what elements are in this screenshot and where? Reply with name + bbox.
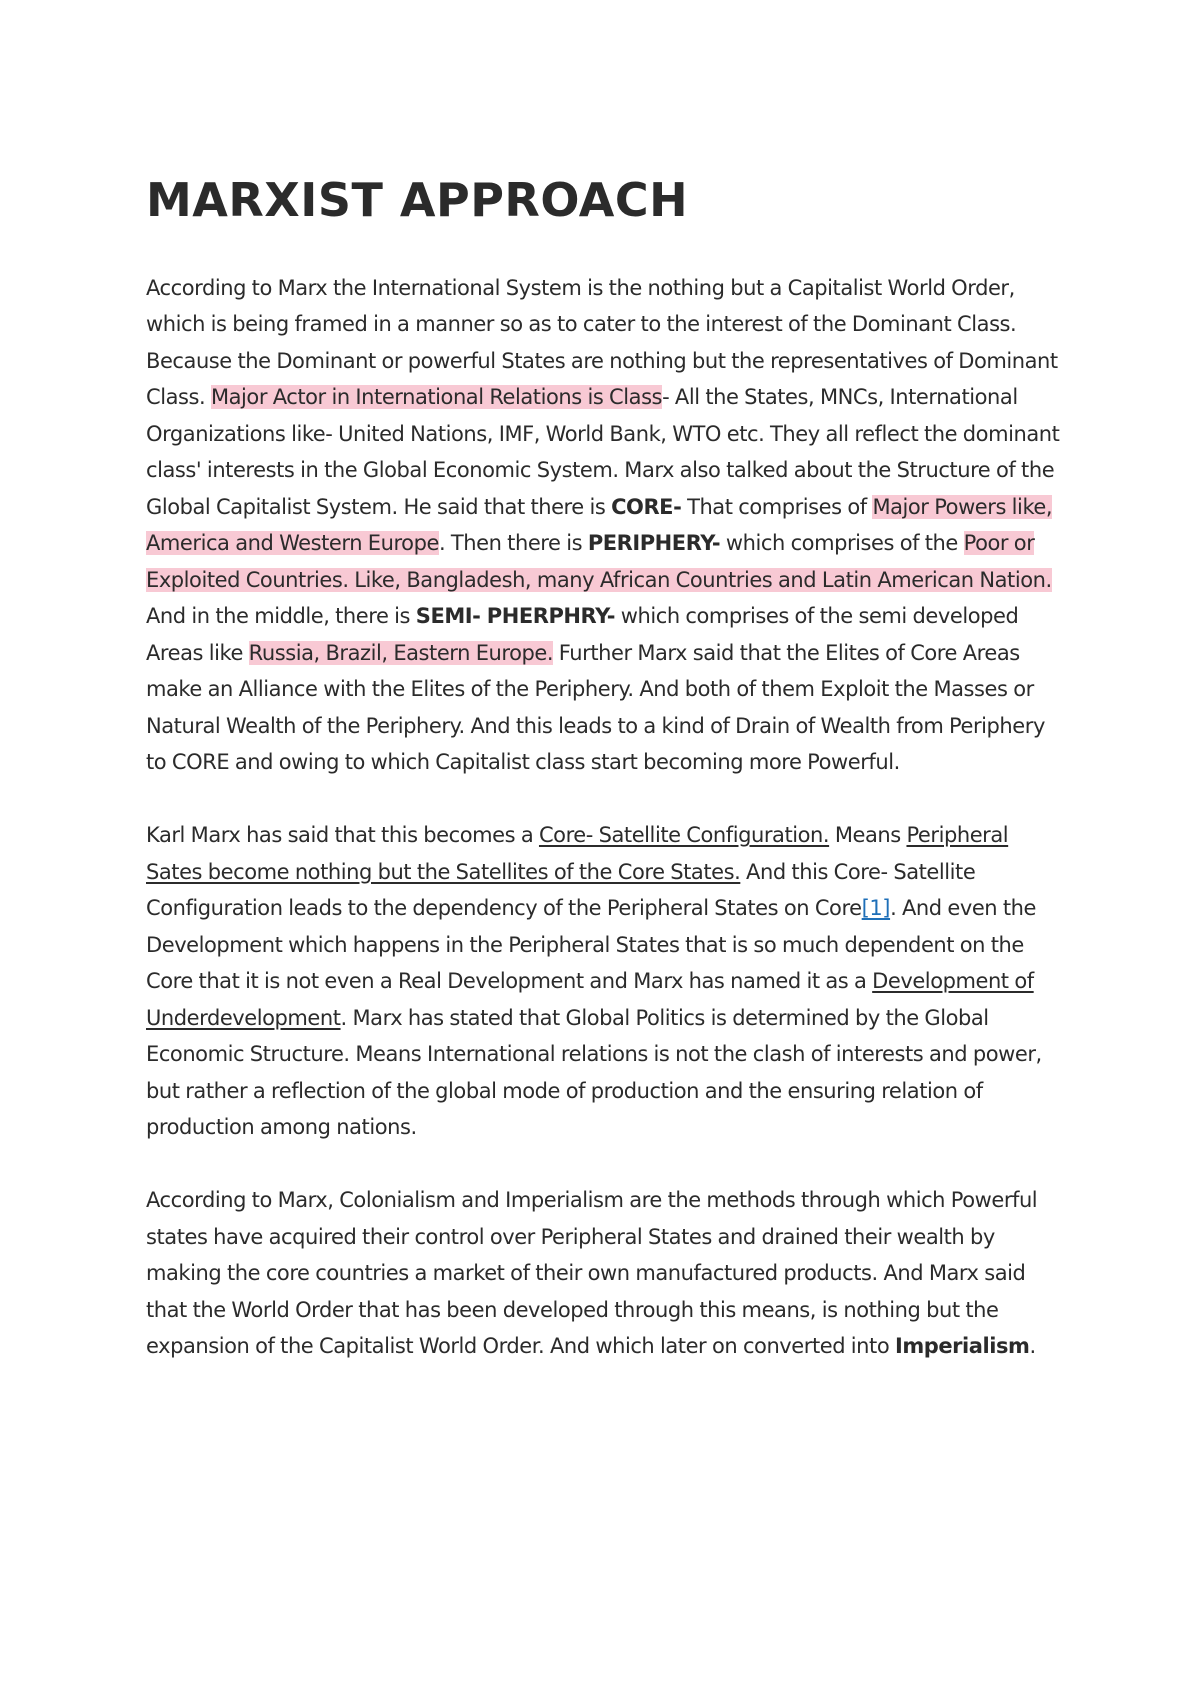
bold-term: Imperialism <box>894 1334 1030 1359</box>
highlighted-text: Major Actor in International Relations is Class <box>210 385 663 410</box>
page-title: MARXIST APPROACH <box>146 173 689 227</box>
underlined-text: Development of Underdevelopment <box>146 969 1034 1030</box>
paragraph-text: And this Core- Satellite Configuration leads to the dependency of the Peripheral States on Core <box>146 859 976 921</box>
paragraph-text: Further Marx said that the Elites of Core Areas make an Alliance with the Elites of the Periphery. And both of them Exploit the Masses or Natural Wealth of the Periphery. And this leads to a kind of Drain of Wealth from Periphery to CORE and owing to which Capitalist class start becoming more Powerful. <box>146 640 1045 775</box>
paragraph <box>146 270 1064 781</box>
bold-term: SEMI- PHERPHRY- <box>415 604 616 629</box>
paragraph-text: which comprises of the <box>720 531 964 556</box>
paragraph-text: That comprises of <box>681 494 873 519</box>
paragraph-text: . <box>1029 1334 1036 1359</box>
underlined-text: Core- Satellite Configuration. <box>538 823 830 848</box>
paragraph-text: According to Marx, Colonialism and Imperialism are the methods through which Powerful states have acquired their control over Peripheral States and drained their wealth by making the core countries a market of their own manufactured products. And Marx said that the World Order that has been developed through this means, is nothing but the expansion of the Capitalist World Order. And which later on converted into <box>146 1188 1038 1359</box>
paragraph-text: . Marx has stated that Global Politics is determined by the Global Economic Structure. Means International relations is not the clash of interests and power, but rather a reflection of the global mode of production and the ensuring relation of production among nations. <box>146 1005 1042 1140</box>
document-body <box>146 175 1064 1401</box>
highlighted-text: Russia, Brazil, Eastern Europe. <box>248 640 554 665</box>
highlighted-text: Poor or Exploited Countries. Like, Bangladesh, many African Countries and Latin American Nation. <box>146 531 1052 592</box>
paragraph-text: - All the States, MNCs, International Organizations like- United Nations, IMF, World Bank, WTO etc. They all reflect the dominant class' interests in the Global Economic System. Marx also talked about the Structure of the Global Capitalist System. He said that there is <box>146 385 1060 519</box>
paragraph-text: And in the middle, there is <box>146 604 416 629</box>
bold-term: PERIPHERY- <box>587 531 721 556</box>
footnote-link[interactable]: [1] <box>861 896 891 921</box>
paragraph <box>146 1182 1064 1365</box>
paragraph-text: . Then there is <box>438 531 588 556</box>
paragraph-text: which comprises of the semi developed Areas like <box>146 604 1019 665</box>
paragraph-list <box>146 270 1064 1365</box>
paragraph-text: According to Marx the International System is the nothing but a Capitalist World Order, which is being framed in a manner so as to cater to the interest of the Dominant Class. Because the Dominant or powerful States are nothing but the representatives of Dominant Class. <box>146 275 1058 410</box>
underlined-text: Peripheral Sates become nothing but the Satellites of the Core States. <box>146 823 1009 884</box>
paragraph-text: . And even the Development which happens in the Peripheral States that is so much dependent on the Core that it is not even a Real Development and Marx has named it as a <box>146 896 1037 994</box>
bold-term: CORE- <box>611 494 682 519</box>
paragraph <box>146 817 1064 1146</box>
paragraph-text: Means <box>829 823 907 848</box>
paragraph-text: Karl Marx has said that this becomes a <box>146 823 539 848</box>
highlighted-text: Major Powers like, America and Western Europe <box>146 494 1053 556</box>
